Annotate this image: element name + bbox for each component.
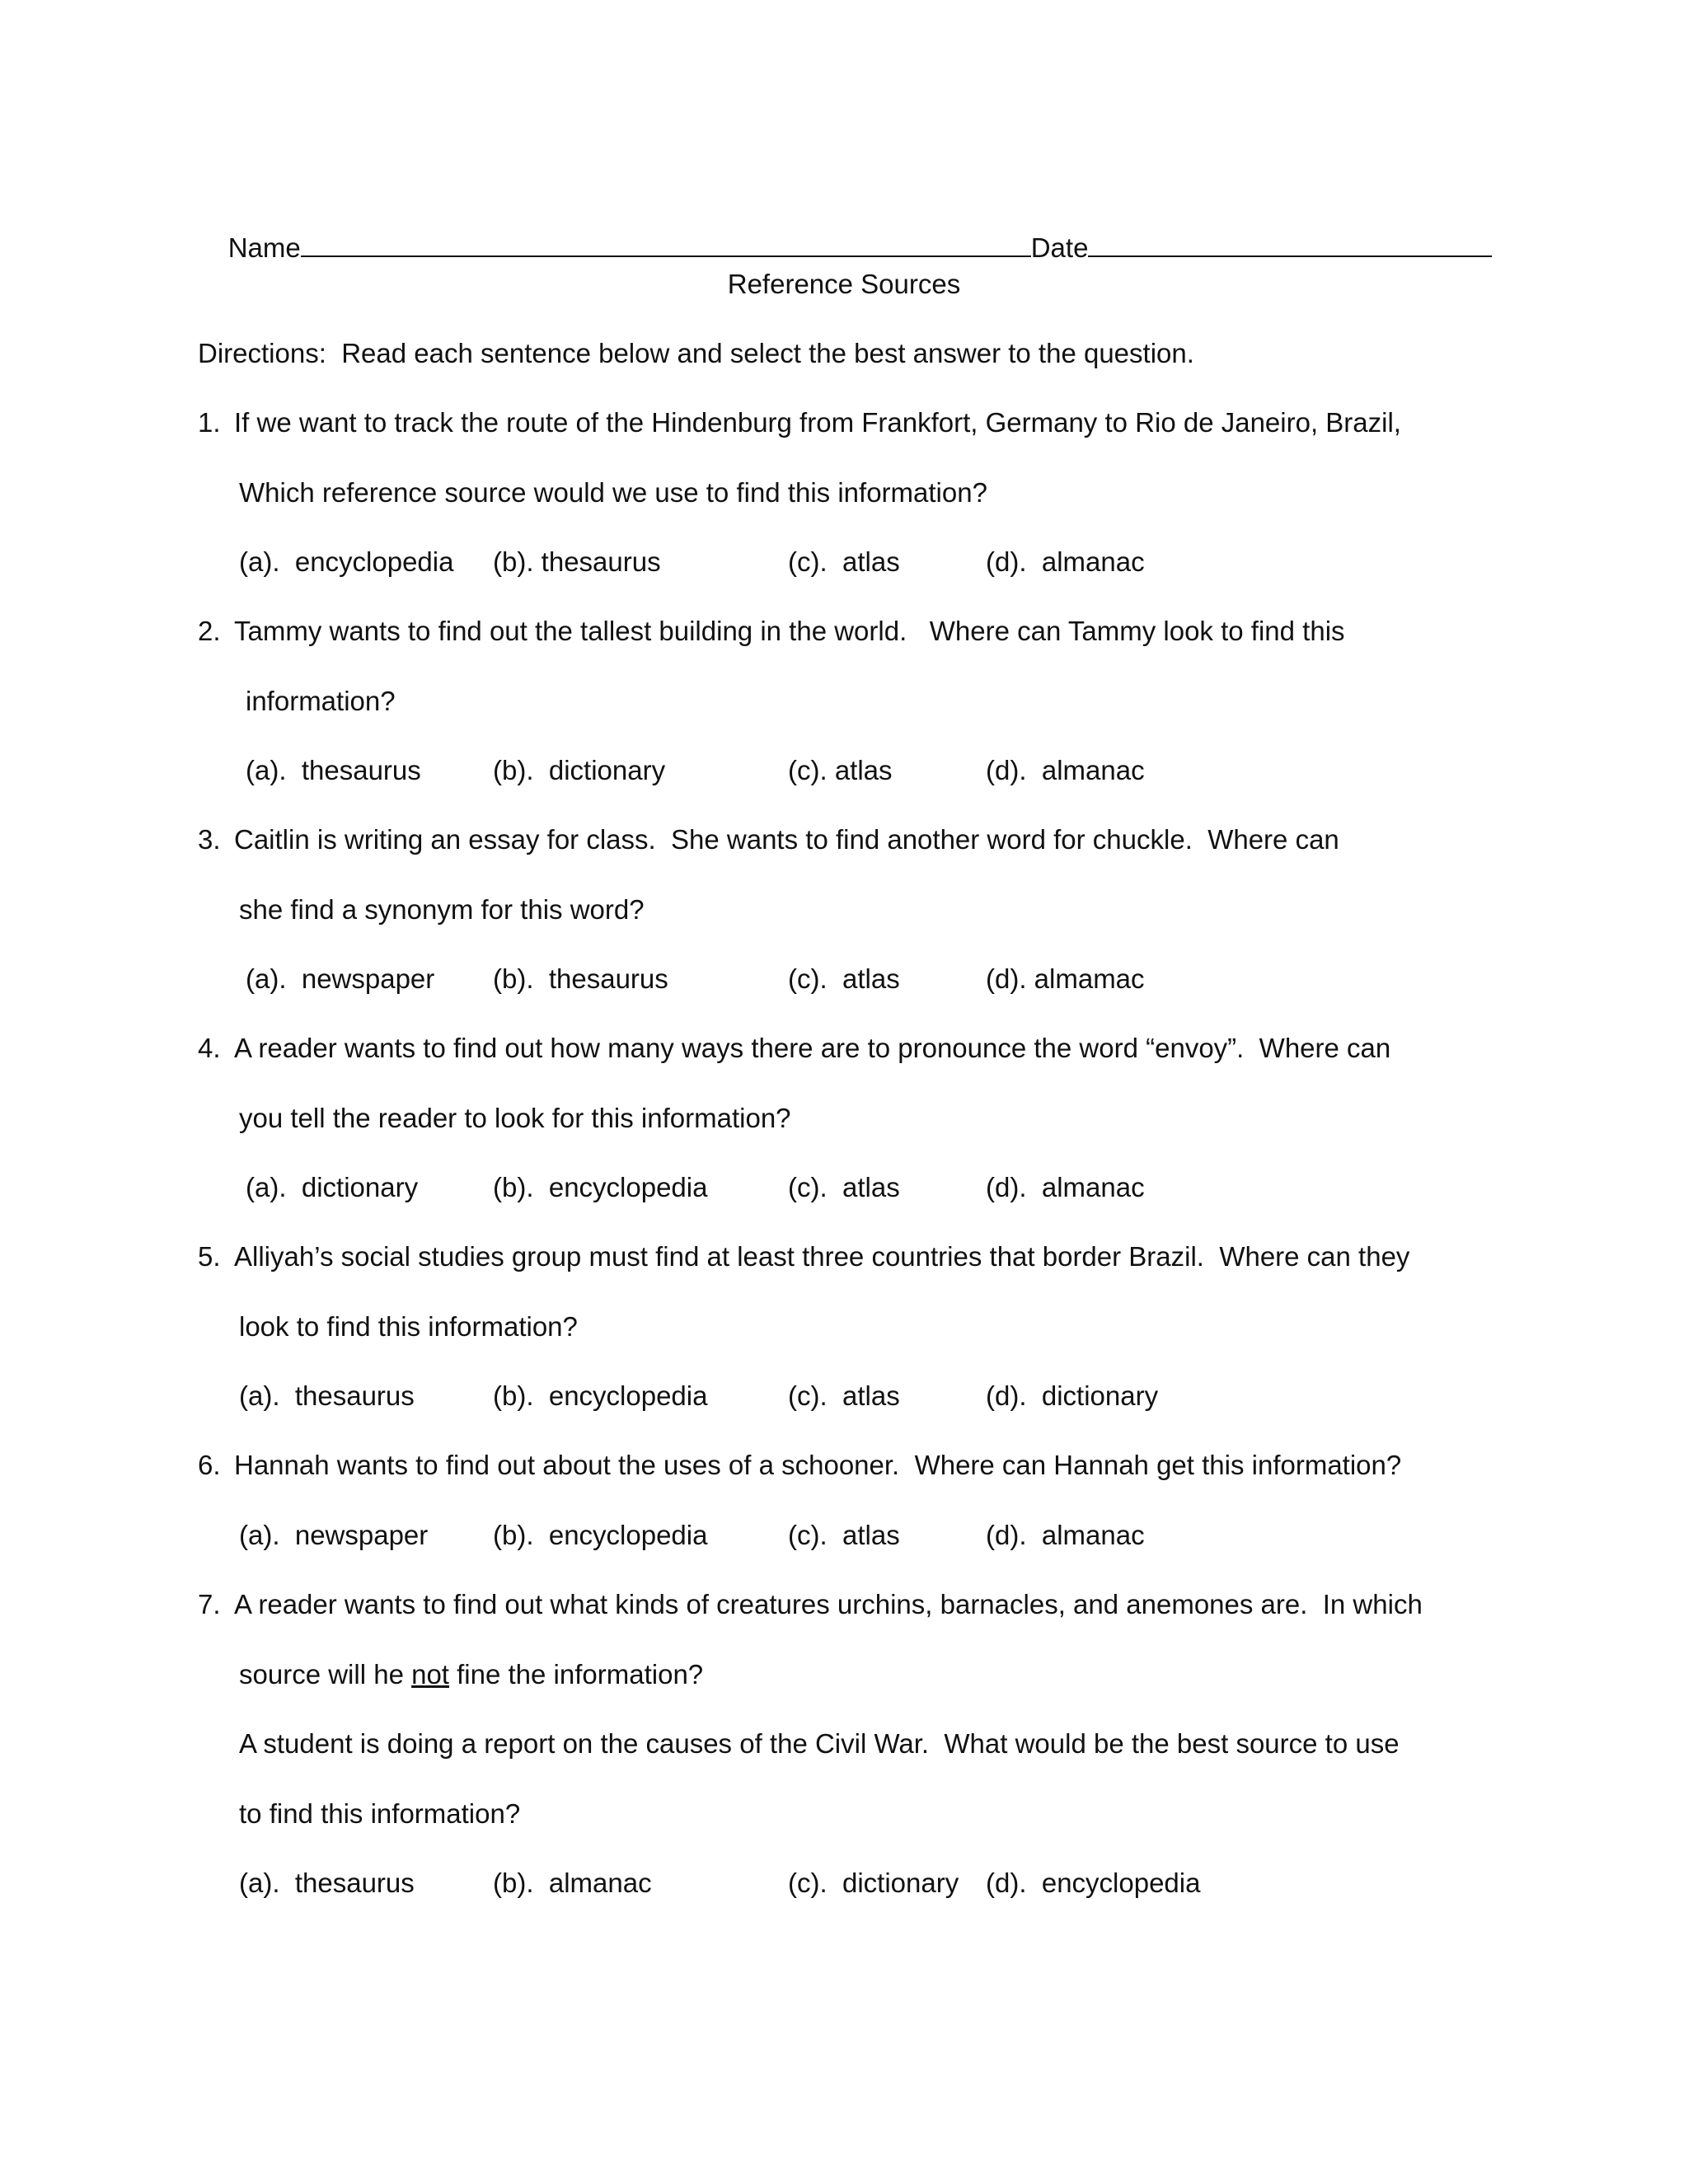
page-title: Reference Sources (727, 269, 961, 299)
question-text-continued (239, 1658, 703, 1691)
option-d: (d). almanac (986, 1520, 1145, 1550)
option-b: (b). dictionary (493, 755, 666, 785)
question-text-continued: you tell the reader to look for this information? (239, 1103, 791, 1133)
name-label: Name (227, 232, 301, 263)
option-a: (a). encyclopedia (239, 546, 454, 577)
question-number: 3. (198, 824, 221, 855)
question-number: 5. (198, 1241, 221, 1272)
option-c: (c). atlas (788, 963, 900, 994)
question-text: Hannah wants to find out about the uses of a schooner. Where can Hannah get this information? (234, 1450, 1402, 1480)
question-text: If we want to track the route of the Hindenburg from Frankfort, Germany to Rio de Janeiro, Brazil, (234, 407, 1401, 438)
option-d: (d). almamac (986, 963, 1145, 994)
question-text-part: source will he (239, 1659, 412, 1690)
option-d: (d). dictionary (986, 1380, 1159, 1411)
question-text-extra: A student is doing a report on the causes of the Civil War. What would be the best source to use (239, 1728, 1400, 1759)
option-c: (c). atlas (788, 1520, 900, 1550)
option-b: (b). encyclopedia (493, 1520, 708, 1550)
question-number: 6. (198, 1450, 221, 1480)
option-c: (c). atlas (788, 755, 893, 785)
option-a: (a). newspaper (246, 963, 435, 994)
option-d: (d). almanac (986, 755, 1145, 785)
option-d: (d). encyclopedia (986, 1868, 1201, 1898)
date-blank (1088, 231, 1492, 257)
question-text-continued: she find a synonym for this word? (239, 894, 645, 925)
option-b: (b). almanac (493, 1868, 652, 1898)
option-b: (b). encyclopedia (493, 1172, 708, 1202)
option-b: (b). encyclopedia (493, 1380, 708, 1411)
underlined-word: not (411, 1659, 449, 1690)
option-c: (c). atlas (788, 1380, 900, 1411)
question-number: 1. (198, 407, 221, 438)
option-a: (a). thesaurus (239, 1868, 415, 1898)
option-b: (b). thesaurus (493, 963, 668, 994)
question-text: A reader wants to find out how many ways there are to pronounce the word “envoy”. Where can (234, 1033, 1391, 1063)
question-text: Alliyah’s social studies group must find at least three countries that border Brazil. Where can they (234, 1241, 1410, 1272)
option-a: (a). thesaurus (239, 1380, 415, 1411)
date-label: Date (1030, 232, 1089, 263)
directions: Directions: Read each sentence below and select the best answer to the question. (198, 338, 1194, 368)
question-number: 2. (198, 616, 221, 646)
option-c: (c). atlas (788, 546, 900, 577)
option-a: (a). thesaurus (246, 755, 421, 785)
question-text-continued: look to find this information? (239, 1311, 578, 1342)
name-blank (301, 231, 1031, 257)
question-text: Tammy wants to find out the tallest building in the world. Where can Tammy look to find this (234, 616, 1345, 646)
question-text-continued: Which reference source would we use to find this information? (239, 477, 987, 508)
question-text-extra-continued: to find this information? (239, 1798, 521, 1829)
question-text-part: fine the information? (448, 1659, 704, 1690)
option-a: (a). dictionary (246, 1172, 419, 1202)
option-d: (d). almanac (986, 1172, 1145, 1202)
question-text-continued: information? (246, 686, 396, 716)
option-a: (a). newspaper (239, 1520, 429, 1550)
option-c: (c). dictionary (788, 1868, 959, 1898)
option-d: (d). almanac (986, 546, 1145, 577)
option-c: (c). atlas (788, 1172, 900, 1202)
question-text: Caitlin is writing an essay for class. She wants to find another word for chuckle. Where can (234, 824, 1339, 855)
question-number: 7. (198, 1589, 221, 1619)
option-b: (b). thesaurus (493, 546, 661, 577)
question-text: A reader wants to find out what kinds of creatures urchins, barnacles, and anemones are. In which (234, 1589, 1423, 1619)
question-number: 4. (198, 1033, 221, 1063)
